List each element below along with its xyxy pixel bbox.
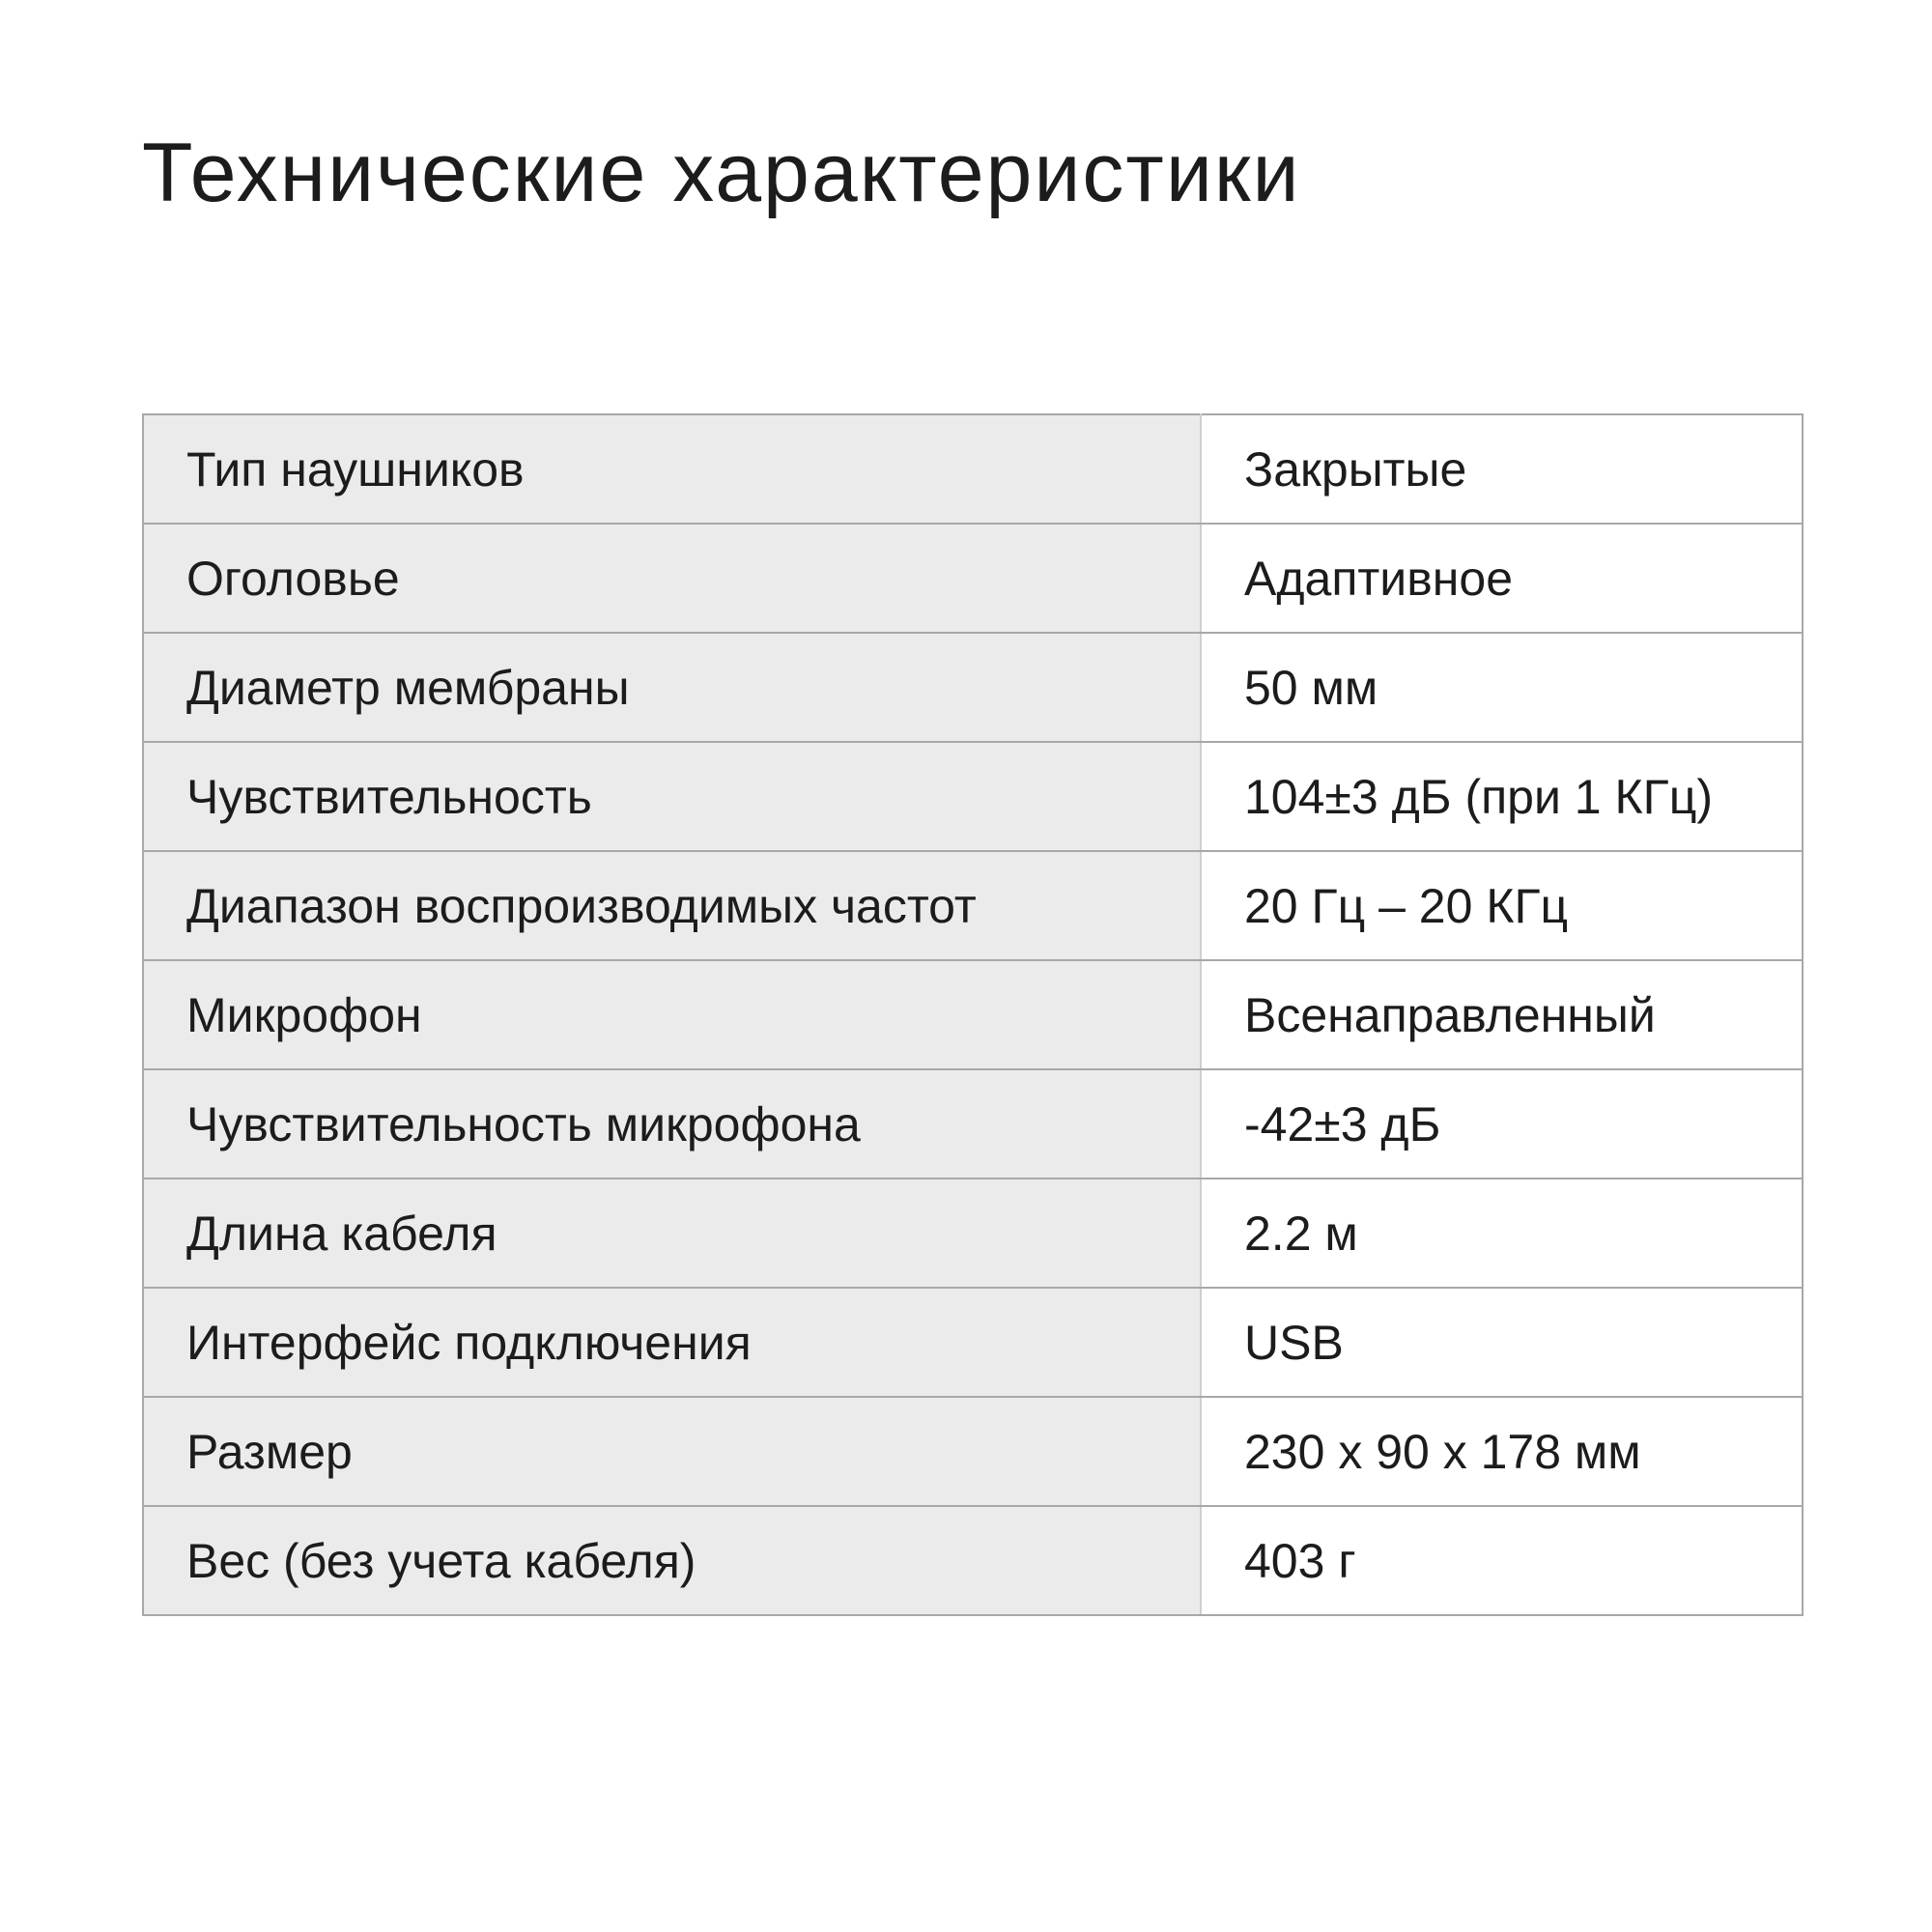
spec-row-mic-sensitivity	[143, 1069, 1803, 1179]
spec-label: Чувствительность микрофона	[143, 1069, 1201, 1179]
spec-row-interface	[143, 1288, 1803, 1397]
spec-label: Вес (без учета кабеля)	[143, 1506, 1201, 1615]
spec-value: Закрытые	[1201, 414, 1803, 524]
spec-label: Оголовье	[143, 524, 1201, 633]
spec-row-size	[143, 1397, 1803, 1506]
spec-row-headphone-type	[143, 414, 1803, 524]
spec-label: Микрофон	[143, 960, 1201, 1069]
spec-value: -42±3 дБ	[1201, 1069, 1803, 1179]
spec-value: 20 Гц – 20 КГц	[1201, 851, 1803, 960]
page-title: Технические характеристики	[142, 127, 1301, 219]
spec-row-microphone	[143, 960, 1803, 1069]
specs-table	[142, 413, 1804, 1616]
spec-value: 403 г	[1201, 1506, 1803, 1615]
spec-value: 50 мм	[1201, 633, 1803, 742]
spec-value: USB	[1201, 1288, 1803, 1397]
spec-row-headband	[143, 524, 1803, 633]
spec-label: Интерфейс подключения	[143, 1288, 1201, 1397]
spec-value: Адаптивное	[1201, 524, 1803, 633]
spec-label: Диапазон воспроизводимых частот	[143, 851, 1201, 960]
spec-row-driver-diameter	[143, 633, 1803, 742]
spec-row-cable-length	[143, 1179, 1803, 1288]
spec-row-sensitivity	[143, 742, 1803, 851]
spec-label: Размер	[143, 1397, 1201, 1506]
spec-value: 230 x 90 x 178 мм	[1201, 1397, 1803, 1506]
spec-label: Тип наушников	[143, 414, 1201, 524]
spec-row-frequency-range	[143, 851, 1803, 960]
spec-label: Диаметр мембраны	[143, 633, 1201, 742]
spec-label: Чувствительность	[143, 742, 1201, 851]
spec-row-weight	[143, 1506, 1803, 1615]
spec-value: 2.2 м	[1201, 1179, 1803, 1288]
spec-value: 104±3 дБ (при 1 КГц)	[1201, 742, 1803, 851]
spec-label: Длина кабеля	[143, 1179, 1201, 1288]
spec-value: Всенаправленный	[1201, 960, 1803, 1069]
